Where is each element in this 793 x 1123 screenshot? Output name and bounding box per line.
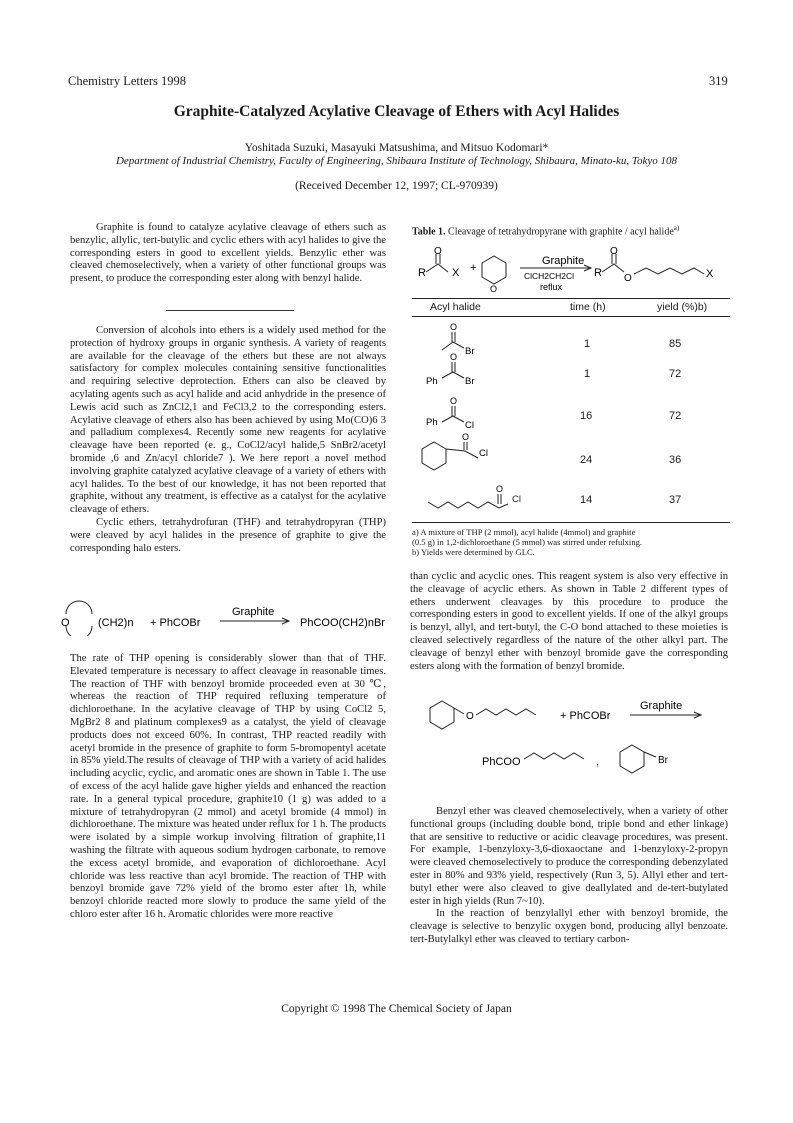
rxn-solvent: ClCH2CH2Cl bbox=[524, 271, 575, 281]
table-note: (0.5 g) in 1,2-dichloroethane (5 mmol) was stirred under refulxing. bbox=[412, 537, 643, 547]
row5-halide: Cl bbox=[512, 494, 521, 505]
intro-section bbox=[70, 325, 386, 555]
row3-oxygen: O bbox=[450, 396, 458, 406]
row4-time: 24 bbox=[580, 454, 593, 466]
scheme2-comma: , bbox=[596, 756, 600, 768]
row2-oxygen: O bbox=[450, 352, 458, 362]
rxn-catalyst: Graphite bbox=[542, 255, 585, 267]
table-1 bbox=[412, 298, 730, 557]
scheme2-reagent: + PhCOBr bbox=[560, 710, 611, 722]
scheme1-oxygen: O bbox=[61, 617, 70, 629]
col-header-time: time (h) bbox=[570, 301, 606, 313]
table-note: b) Yields were determined by GLC. bbox=[412, 547, 535, 557]
rxn-ester-oxygen: O bbox=[624, 273, 632, 284]
intro-paragraph: Conversion of alcohols into ethers is a widely used method for the protection of hydroxy groups in organic synthesis. A variety of reagents are available for the cleavage of the ethers but these are not always satisfactory for complex molecules containing sensitive functionalities and requiring selective deprotection. Ethers can also be cleaved by acylating agents such as acyl halide and acid anhydride in the presence of Lewis acid such as ZnCl2,1 and FeCl3,2 to the corresponding esters. Acylative cleavage of ethers also has been achieved by using Mo(CO)6 3 and palladium complexes4. Recently some new reagents for acylative cleavage have been reported (e. g., CoCl2/acyl halide,5 SnBr2/acetyl bromide ,6 and Zn/acyl chloride7 ). We here report a novel method involving graphite catalyzed acylative cleavage of a variety of ethers with acyl halides. To the best of our knowledge, it has not been reported that graphite, without any treatment, is effective as a catalyst for the acylative cleavage of ethers. bbox=[70, 325, 386, 516]
row1-halide: Br bbox=[465, 346, 475, 357]
scheme1-reagent: + PhCOBr bbox=[150, 617, 201, 629]
row4-oxygen: O bbox=[462, 432, 470, 442]
scheme2-oxygen: O bbox=[466, 711, 474, 722]
table-notes bbox=[412, 527, 730, 557]
affiliation: Department of Industrial Chemistry, Faculty of Engineering, Shibaura Institute of Technology, Shibaura, Minato-ku, Tokyo 108 bbox=[115, 155, 678, 167]
rxn-r2: R bbox=[594, 267, 602, 279]
copyright-footer: Copyright © 1998 The Chemical Society of Japan bbox=[281, 1003, 512, 1015]
right-paragraph-3: In the reaction of benzylallyl ether with benzoyl bromide, the cleavage is selective to benzylic oxygen bond, producing allyl benzoate. tert-Butylalkyl ether was cleaved to tertiary carbon- bbox=[410, 908, 728, 945]
rxn-ring-oxygen: O bbox=[490, 284, 498, 294]
scheme1-catalyst: Graphite bbox=[232, 606, 275, 618]
right-paragraph-2: Benzyl ether was cleaved chemoselectively, when a variety of other functional groups (including double bond, triple bond and ether linkage) that are sensitive to reductive or acidic cleavage procedures, was present. For example, 1-benzyloxy-3,6-dioxaoctane and 1-benzyloxy-2-propyn were cleaved chemoselectively to produce the corresponding debenzylated ester in 80% and 93% yield, respectively (Run 3, 5). Allyl ether and tert-butyl ether were also cleaved to give deallylated and de-tert-butylated ester in high yields (Run 7~10). bbox=[410, 806, 728, 907]
table-reaction-scheme bbox=[412, 246, 730, 296]
scheme1-product: PhCOO(CH2)nBr bbox=[300, 617, 385, 629]
row2-phenyl: Ph bbox=[426, 376, 438, 387]
body-text-right bbox=[410, 571, 728, 673]
row3-time: 16 bbox=[580, 410, 593, 422]
row1-yield: 85 bbox=[669, 338, 682, 350]
row5-oxygen: O bbox=[496, 484, 504, 494]
acyl-halide-structures bbox=[412, 320, 512, 520]
rxn-o2: O bbox=[610, 246, 618, 257]
body-paragraph: The rate of THP opening is considerably slower than that of THF. Elevated temperature is necessary to affect cleavage in reasonable times. The reaction of THF with benzoyl bromide proceeded even at 30 ℃, whereas the reaction of THP required refluxing temperature of dichloroethane. In the acylative cleavage of THP by using CoCl2 5, MgBr2 8 and platinum complexes9 as a catalyst, the yield of cleavage products does not exceed 60%. In contrast, THP reacted readily with acetyl bromide in the presence of graphite to form 5-bromopentyl acetate in 85% yield.The results of cleavage of THP with a variety of acid halides including acyclic, cyclic, and aromatic ones are shown in Table 1. The use of excess of the acyl halide gave higher yields and enhanced the reaction rate. In a general typical procedure, graphite10 (1 g) was added to a mixture of tetrahydropyran (2 mmol) and acetyl bromide (4 mmol) in dichloroethane. The mixture was heated under reflux for 1 h. The products were isolated by a simple workup involving filtration of graphite,11 washing the filtrate with aqueous sodium hydrogen carbonate, to remove the excess acetyl bromide, and evaporation of dichloroethane. Acyl chloride was less reactive than acyl bromide. The reaction of THP with benzoyl bromide gave 72% yield of the bromo ester after 1h, while benzoyl chloride reacted more slowly to produce the same yield of the chloro ester after 16 h. Aromatic chlorides were more reactive bbox=[70, 653, 386, 920]
reaction-scheme-2 bbox=[420, 693, 730, 789]
scheme1-reactant: (CH2)n bbox=[98, 617, 134, 629]
table-caption-footnote-mark: a) bbox=[673, 224, 680, 232]
col-header-acyl-halide: Acyl halide bbox=[430, 301, 481, 313]
scheme2-catalyst: Graphite bbox=[640, 700, 683, 712]
row2-yield: 72 bbox=[669, 368, 682, 380]
rxn-r1: R bbox=[418, 267, 426, 279]
rxn-o1: O bbox=[434, 246, 442, 257]
body-text-right-2 bbox=[410, 806, 728, 947]
rxn-x2: X bbox=[706, 268, 714, 280]
author-list: Yoshitada Suzuki, Masayuki Matsushima, and Mitsuo Kodomari* bbox=[244, 142, 549, 154]
abstract-divider bbox=[166, 310, 294, 311]
reaction-scheme-1 bbox=[60, 596, 390, 636]
row2-halide: Br bbox=[465, 376, 475, 387]
row1-time: 1 bbox=[584, 338, 591, 350]
table-caption-label: Table 1. bbox=[412, 226, 446, 238]
row3-yield: 72 bbox=[669, 410, 682, 422]
right-paragraph: than cyclic and acyclic ones. This reagent system is also very effective in the cleavage of acyclic ethers. As shown in Table 2 different types of ethers underwent cleavages by this procedure to produce the corresponding esters in good to excellent yields. If one of the alkyl groups is benzyl, allyl, and tert-butyl, the C-O bond attached to these moieties is cleaved selectively regardless of the nature of the other alkyl part. The cleavage of benzyl ether with benzoyl bromide gave the corresponding esters along with the formation of benzyl bromide. bbox=[410, 571, 728, 672]
row4-halide: Cl bbox=[479, 448, 488, 459]
abstract-text: Graphite is found to catalyze acylative cleavage of ethers such as benzylic, allylic, tert-butylic and cyclic ethers with acyl halides to give the corresponding esters in good to excellent yields. Benzylic ether was cleaved chemoselectively, when a variety of other functional groups was present, to produce the corresponding ester along with benzyl halide. bbox=[70, 222, 386, 285]
scheme2-bromide: Br bbox=[658, 755, 668, 766]
rxn-x1: X bbox=[452, 267, 460, 279]
intro-paragraph-2: Cyclic ethers, tetrahydrofuran (THF) and tetrahydropyran (THP) were cleaved by acyl halides in the presence of graphite to give the corresponding halo esters. bbox=[70, 516, 386, 554]
row3-halide: Cl bbox=[465, 420, 474, 431]
body-text-left bbox=[70, 653, 386, 922]
page-number: 319 bbox=[709, 74, 728, 88]
row3-phenyl: Ph bbox=[426, 417, 438, 428]
row5-yield: 37 bbox=[669, 494, 682, 506]
table-note: a) A mixture of THP (2 mmol), acyl halide (4mmol) and graphite bbox=[412, 527, 636, 537]
table-caption-text: Cleavage of tetrahydropyrane with graphite / acyl halide bbox=[448, 226, 674, 238]
table-caption bbox=[412, 224, 679, 237]
received-date: (Received December 12, 1997; CL-970939) bbox=[295, 180, 498, 192]
article-title: Graphite-Catalyzed Acylative Cleavage of Ethers with Acyl Halides bbox=[173, 103, 620, 120]
rxn-condition: reflux bbox=[540, 282, 563, 292]
row1-oxygen: O bbox=[450, 322, 458, 332]
journal-name: Chemistry Letters 1998 bbox=[68, 74, 187, 88]
rxn-plus: + bbox=[470, 262, 477, 274]
scheme2-product: PhCOO bbox=[482, 756, 521, 768]
row2-time: 1 bbox=[584, 368, 591, 380]
row5-time: 14 bbox=[580, 494, 593, 506]
abstract bbox=[70, 222, 386, 286]
col-header-yield: yield (%)b) bbox=[657, 301, 708, 313]
row4-yield: 36 bbox=[669, 454, 682, 466]
